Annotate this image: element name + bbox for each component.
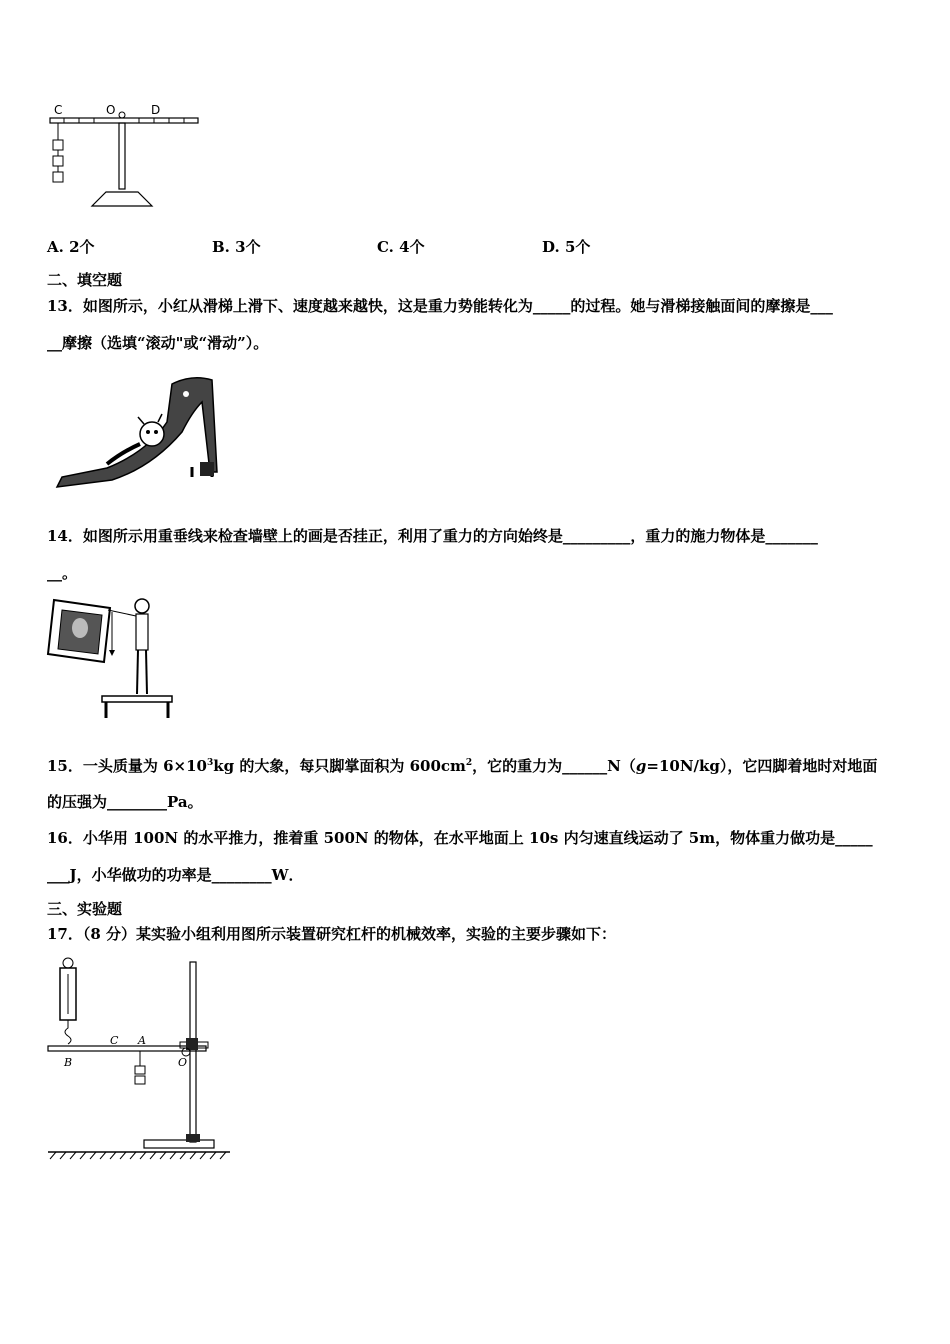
section-3-title: 三、实验题 bbox=[47, 900, 123, 918]
q13-line2: __摩擦（选填“滚动"或“滑动”）。 bbox=[47, 334, 269, 352]
q14-line2: __。 bbox=[47, 564, 78, 582]
q14-line1: 14．如图所示用重垂线来检查墙壁上的画是否挂正，利用了重力的方向始终是_________，重力的施力物体是_______ bbox=[47, 527, 818, 545]
option-c: C. 4个 bbox=[377, 238, 425, 256]
section-2-title: 二、填空题 bbox=[47, 271, 123, 289]
exp-label-c: C bbox=[110, 1034, 119, 1047]
plumb-line-figure bbox=[44, 594, 184, 722]
q15-line1: 15．一头质量为 $6\times 10^3kg$ 的大象，每只脚掌面积为 $600cm^2$，它的重力为______N（g=10N/kg），它四脚着地时对地面 bbox=[47, 757, 878, 775]
q13-line1: 13．如图所示，小红从滑梯上滑下、速度越来越快，这是重力势能转化为_____的过程。她与滑梯接触面间的摩擦是___ bbox=[47, 297, 833, 315]
exp-label-a: A bbox=[138, 1034, 146, 1047]
lever-label-o: O bbox=[106, 103, 116, 117]
q17-line1: 17．（8 分）某实验小组利用图所示装置研究杠杆的机械效率，实验的主要步骤如下： bbox=[47, 925, 617, 943]
lever-experiment-figure bbox=[46, 954, 246, 1164]
option-d: D. 5个 bbox=[542, 238, 591, 256]
q16-line2: ___J，小华做功的功率是________W． bbox=[47, 866, 304, 884]
q16-line1: 16．小华用 100N 的水平推力，推着重 500N 的物体，在水平地面上 10s 内匀速直线运动了 5m，物体重力做功是_____ bbox=[47, 829, 873, 847]
slide-figure bbox=[52, 372, 222, 492]
lever-label-c: C bbox=[54, 103, 63, 117]
lever-balance-figure bbox=[44, 100, 204, 215]
exp-label-b: B bbox=[64, 1056, 73, 1069]
option-b: B. 3个 bbox=[212, 238, 261, 256]
option-a: A. 2个 bbox=[47, 238, 95, 256]
q15-line2: 的压强为________Pa。 bbox=[47, 793, 203, 811]
lever-label-d: D bbox=[151, 103, 161, 117]
exp-label-o: O bbox=[178, 1056, 188, 1069]
